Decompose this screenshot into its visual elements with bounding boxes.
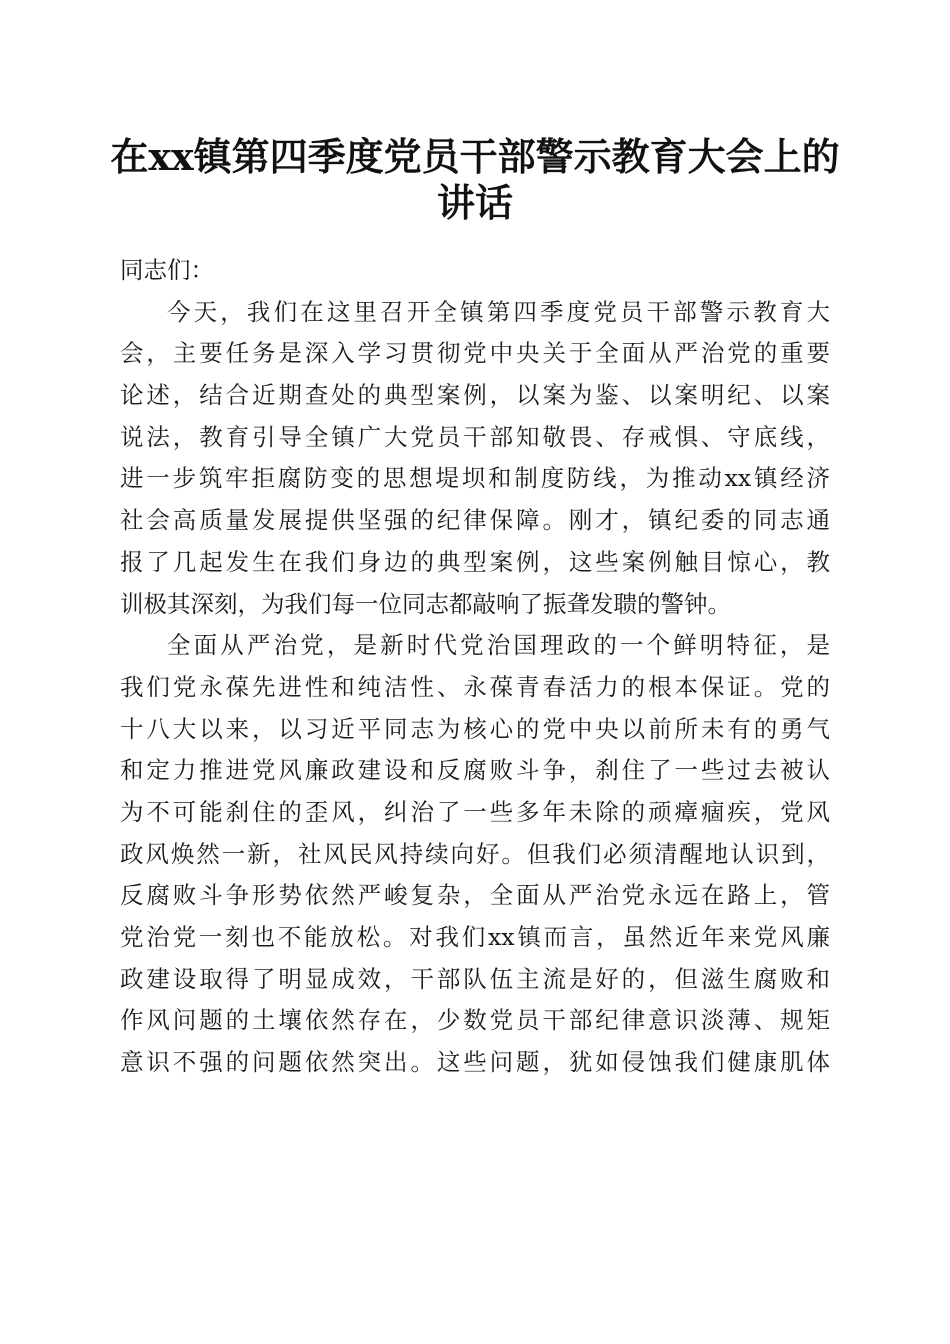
paragraph-line: 进一步筑牢拒腐防变的思想堤坝和制度防线，为推动xx镇经济: [120, 464, 830, 493]
paragraph-line: 为不可能刹住的歪风，纠治了一些多年未除的顽瘴痼疾，党风: [120, 797, 830, 826]
paragraph-line: 和定力推进党风廉政建设和反腐败斗争，刹住了一些过去被认: [120, 756, 830, 785]
title-line-1: 在xx镇第四季度党员干部警示教育大会上的: [110, 134, 840, 179]
paragraph-line: 社会高质量发展提供坚强的纪律保障。刚才，镇纪委的同志通: [120, 506, 830, 535]
paragraph-line: 我们党永葆先进性和纯洁性、永葆青春活力的根本保证。党的: [120, 672, 830, 701]
salutation: 同志们：: [120, 256, 214, 284]
paragraph-line: 反腐败斗争形势依然严峻复杂，全面从严治党永远在路上，管: [120, 881, 830, 910]
paragraph-line: 报了几起发生在我们身边的典型案例，这些案例触目惊心，教: [120, 547, 830, 576]
title-line-2: 讲话: [436, 180, 513, 225]
paragraph-2: [120, 625, 830, 1084]
paragraph-line: 政风焕然一新，社风民风持续向好。但我们必须清醒地认识到，: [120, 839, 830, 868]
paragraph-line: 十八大以来，以习近平同志为核心的党中央以前所未有的勇气: [120, 714, 830, 743]
paragraph-line: 说法，教育引导全镇广大党员干部知敬畏、存戒惧、守底线，: [120, 422, 830, 451]
document-title: [110, 134, 840, 226]
paragraph-line: 今天，我们在这里召开全镇第四季度党员干部警示教育大: [167, 297, 830, 326]
document-body: [120, 250, 830, 1084]
paragraph-line: 政建设取得了明显成效，干部队伍主流是好的，但滋生腐败和: [120, 964, 830, 993]
paragraph-line: 作风问题的土壤依然存在，少数党员干部纪律意识淡薄、规矩: [120, 1006, 830, 1035]
paragraph-line: 训极其深刻，为我们每一位同志都敲响了振聋发聩的警钟。: [120, 589, 731, 618]
paragraph-line: 意识不强的问题依然突出。这些问题，犹如侵蚀我们健康肌体: [120, 1048, 830, 1077]
paragraph-line: 论述，结合近期查处的典型案例，以案为鉴、以案明纪、以案: [120, 381, 830, 410]
paragraph-1: [120, 292, 830, 626]
paragraph-line: 全面从严治党，是新时代党治国理政的一个鲜明特征，是: [167, 631, 830, 660]
paragraph-line: 会，主要任务是深入学习贯彻党中央关于全面从严治党的重要: [120, 339, 830, 368]
paragraph-line: 党治党一刻也不能放松。对我们xx镇而言，虽然近年来党风廉: [120, 923, 830, 951]
